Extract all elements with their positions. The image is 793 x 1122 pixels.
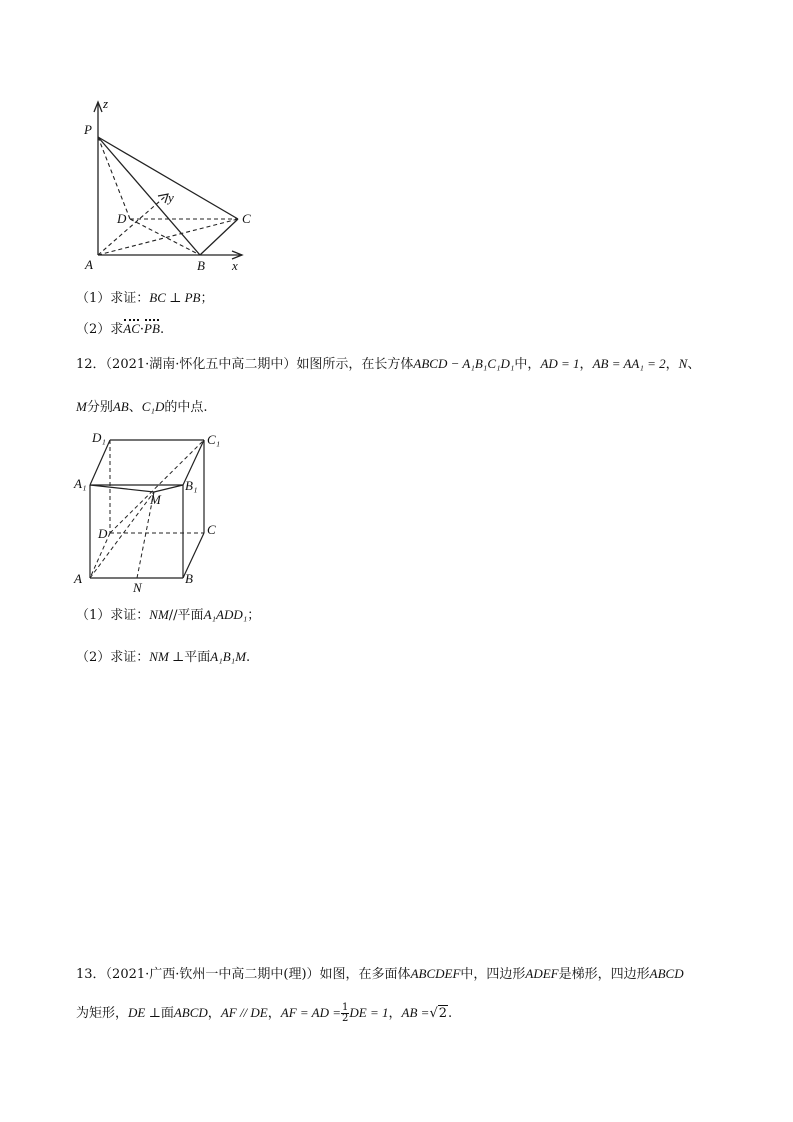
q12-part2-text: 平面 <box>184 650 211 665</box>
figure-pyramid <box>70 92 270 282</box>
q11-part2-prefix: （2）求 <box>76 322 124 337</box>
q12-text1: 如图所示，在长方体 <box>296 357 414 372</box>
q13-plane: ABCD <box>173 1005 208 1020</box>
label-B: B <box>185 571 193 586</box>
q12-line2 <box>76 398 208 417</box>
q12-part1-math: NM <box>149 607 169 622</box>
q13-ab: AB = <box>401 1005 430 1020</box>
q11-part1-suffix: ； <box>200 291 214 306</box>
q12-seg-ab: AB <box>112 399 129 414</box>
q12-sep1: ， <box>579 357 593 372</box>
label-M: M <box>150 492 161 507</box>
label-C1: C₁ <box>207 432 220 447</box>
q11-part1 <box>76 289 214 308</box>
label-A: A <box>85 257 93 272</box>
q12-line2-text1: 分别 <box>86 400 113 415</box>
vector-PB: PB <box>144 321 160 336</box>
q13-eq-right: DE = 1 <box>349 1005 389 1020</box>
q13-perp: DE ⊥ <box>128 1005 161 1020</box>
label-D1: D₁ <box>92 430 106 445</box>
q12-sep3: 、 <box>687 357 701 372</box>
vector-AC: AC <box>123 321 140 336</box>
fraction-numerator: 1 <box>342 1002 349 1013</box>
q12-part2-plane: A₁B₁M <box>210 649 247 664</box>
label-C: C <box>207 522 216 537</box>
label-x: x <box>232 258 238 273</box>
q13-quad2: ABCD <box>649 966 684 981</box>
edge-PC <box>98 137 238 219</box>
q11-part1-math: BC ⊥ PB <box>149 290 201 305</box>
sqrt-icon: √ <box>429 1006 438 1021</box>
q13-line2-text1: 为矩形， <box>76 1006 129 1021</box>
q12-part1-text: 平面 <box>177 608 204 623</box>
segment-B1M <box>154 485 183 492</box>
label-A: A <box>74 571 82 586</box>
q11-part2 <box>76 320 164 339</box>
q13-parallel: AF // DE <box>220 1005 268 1020</box>
q12-seg-c1d: C₁D <box>141 399 165 414</box>
q12-point-n: N <box>678 356 688 371</box>
q12-line1 <box>76 355 700 374</box>
label-B: B <box>197 258 205 273</box>
q12-cond1: AD = 1 <box>540 356 580 371</box>
label-D: D <box>117 211 127 226</box>
q13-text2: 中，四边形 <box>460 967 526 982</box>
q12-number: 12． <box>76 357 106 372</box>
q13-source: （2021·广西·钦州一中高二期中(理)） <box>105 967 320 982</box>
figure-cuboid <box>70 430 220 595</box>
q13-end: . <box>448 1006 453 1021</box>
q13-line2 <box>76 1003 452 1024</box>
q12-text2: 中， <box>514 357 541 372</box>
label-C: C <box>242 211 251 226</box>
label-N: N <box>133 580 142 595</box>
label-P: P <box>84 122 92 137</box>
q12-solid: ABCD − A₁B₁C₁D₁ <box>413 356 515 371</box>
dot-operator: · <box>139 322 145 337</box>
q13-line2-text2: 面 <box>160 1006 174 1021</box>
q12-part2 <box>76 648 250 667</box>
edge-PD <box>98 137 130 219</box>
q13-sep1: ， <box>207 1006 221 1021</box>
q11-part2-suffix: . <box>159 322 165 337</box>
q12-part1-prefix: （1）求证： <box>76 608 150 623</box>
label-z: z <box>103 96 109 111</box>
q12-part1-par: // <box>168 608 178 623</box>
fraction-denominator: 2 <box>342 1013 349 1024</box>
label-y: y <box>168 190 174 205</box>
q13-eq-left: AF = AD = <box>280 1005 342 1020</box>
sqrt-value: 2 <box>438 1006 448 1021</box>
q12-sep2: ， <box>665 357 679 372</box>
q12-line2-text2: 的中点. <box>164 400 208 415</box>
q13-number: 13． <box>76 967 106 982</box>
edge-PB <box>98 137 200 255</box>
q13-sep3: ， <box>388 1006 402 1021</box>
q12-part1-plane: A₁ADD₁ <box>203 607 248 622</box>
edge-DB <box>130 219 200 255</box>
q12-cond2: AB = AA₁ = 2 <box>592 356 666 371</box>
label-D: D <box>98 526 108 541</box>
edge-D1A1 <box>90 440 110 485</box>
q11-part1-prefix: （1）求证： <box>76 291 150 306</box>
q13-text3: 是梯形，四边形 <box>558 967 650 982</box>
q12-part2-prefix: （2）求证： <box>76 650 150 665</box>
q12-source: （2021·湖南·怀化五中高二期中） <box>105 357 297 372</box>
q12-line2-sep: 、 <box>128 400 142 415</box>
q13-quad1: ADEF <box>525 966 559 981</box>
label-B1: B₁ <box>185 478 198 493</box>
q13-line1 <box>76 965 684 984</box>
q12-part2-suffix: . <box>246 650 251 665</box>
q12-part2-math: NM ⊥ <box>149 649 185 664</box>
segment-A1M <box>90 485 154 492</box>
q12-part1-suffix: ； <box>247 608 261 623</box>
q13-sep2: ， <box>267 1006 281 1021</box>
edge-BC <box>200 219 238 255</box>
q12-part1 <box>76 606 260 625</box>
label-A1: A₁ <box>74 476 87 491</box>
q12-point-m: M <box>76 399 87 414</box>
q13-solid: ABCDEF <box>410 966 461 981</box>
q13-text1: 如图，在多面体 <box>319 967 411 982</box>
